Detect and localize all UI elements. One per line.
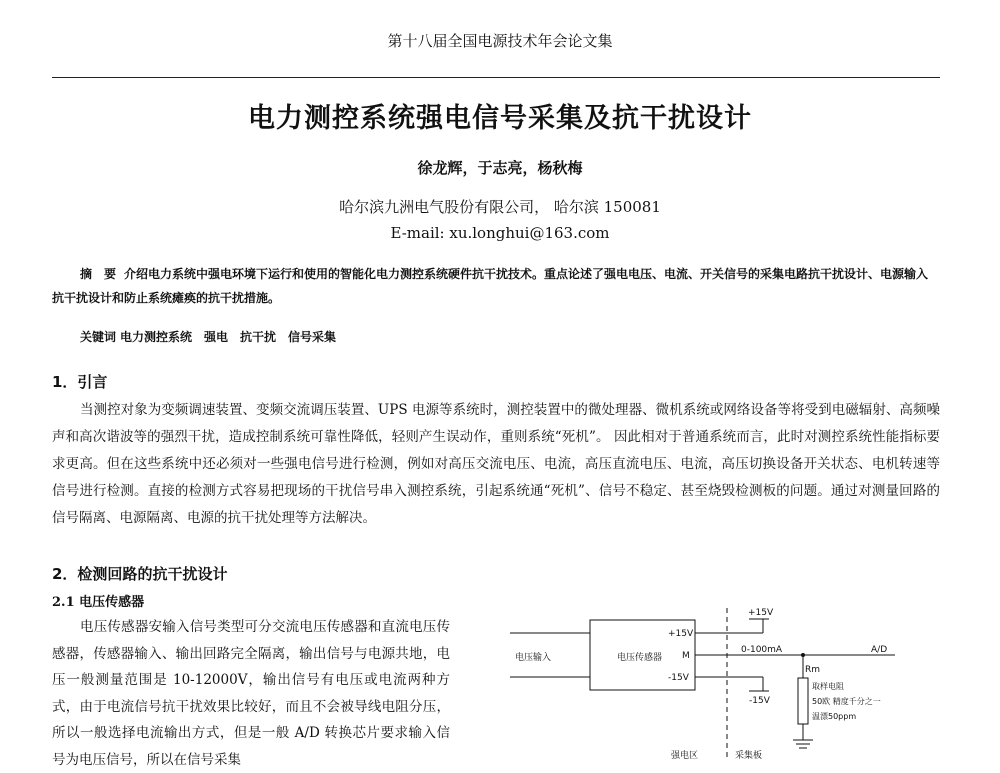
diagram-zone-right: 采集板 [735, 751, 763, 760]
email: E-mail: xu.longhui@163.com [390, 224, 610, 242]
signal-junction [801, 653, 805, 657]
section-2-heading: 2．检测回路的抗干扰设计 [52, 565, 228, 583]
diagram-pin-plus: +15V [668, 629, 694, 639]
keywords [80, 328, 336, 345]
circuit-diagram [505, 602, 955, 760]
affiliation: 哈尔滨九洲电气股份有限公司， 哈尔滨 150081 [339, 198, 661, 216]
diagram-resistor-note-1: 取样电阻 [812, 682, 844, 691]
keywords-text: 电力测控系统 强电 抗干扰 信号采集 [120, 330, 337, 344]
diagram-zone-left: 强电区 [671, 751, 699, 760]
diagram-resistor-name: Rm [805, 665, 821, 675]
resistor-body [798, 678, 808, 724]
diagram-supply-minus: -15V [749, 696, 770, 706]
section-1-heading: 1．引言 [52, 373, 108, 391]
paper-title: 电力测控系统强电信号采集及抗干扰设计 [248, 103, 752, 134]
diagram-current-range: 0-100mA [741, 645, 783, 655]
diagram-adc-label: A/D [871, 645, 888, 655]
abstract-text: 介绍电力系统中强电环境下运行和使用的智能化电力测控系统硬件抗干扰技术。重点论述了强电电压、电流、开关信号的采集电路抗干扰设计、电源输入抗干扰设计和防止系统瘫痪的抗干扰措施。 [52, 267, 929, 305]
authors: 徐龙辉，于志亮，杨秋梅 [417, 159, 583, 177]
running-header: 第十八届全国电源技术年会论文集 [387, 32, 613, 50]
diagram-pin-minus: -15V [668, 673, 689, 683]
diagram-input-label: 电压输入 [515, 653, 552, 663]
subsection-2-1-body: 电压传感器安输入信号类型可分交流电压传感器和直流电压传感器，传感器输入、输出回路完全隔离，输出信号与电源共地，电压一般测量范围是 10-12000V，输出信号有电压或电流两种方式，由于电流信号抗干扰效果比较好，而且不会被导线电阻分压，所以一般选择电流输出方式，但是一般 A/D 转换芯片要求输入信号为电压信号，所以在信号采集 [52, 619, 450, 768]
abstract [52, 262, 940, 310]
abstract-label: 摘 要 [80, 267, 117, 281]
diagram-resistor-note-3: 温漂50ppm [812, 712, 857, 721]
header-rule [52, 77, 940, 78]
diagram-supply-plus: +15V [748, 608, 774, 618]
diagram-sensor-label: 电压传感器 [617, 653, 663, 663]
subsection-2-1-heading: 2.1 电压传感器 [52, 595, 145, 610]
keywords-label: 关键词 [80, 330, 117, 344]
diagram-pin-m: M [682, 651, 690, 661]
section-1-body: 当测控对象为变频调速装置、变频交流调压装置、UPS 电源等系统时，测控装置中的微处理器、微机系统或网络设备等将受到电磁辐射、高频噪声和高次谐波等的强烈干扰，造成控制系统可靠性降低，轻则产生误动作，重则系统“死机”。 因此相对于普通系统而言，此时对测控系统性能指标要求更高。但在这些系统中还必须对一些强电信号进行检测，例如对高压交流电压、电流，高压直流电压、电流，高压切换设备开关状态、电机转速等信号进行检测。直接的检测方式容易把现场的干扰信号串入测控系统，引起系统通“死机”、信号不稳定、甚至烧毁检测板的问题。通过对测量回路的信号隔离、电源隔离、电源的抗干扰处理等方法解决。 [52, 402, 940, 526]
diagram-resistor-note-2: 50欧 精度千分之一 [812, 697, 881, 706]
